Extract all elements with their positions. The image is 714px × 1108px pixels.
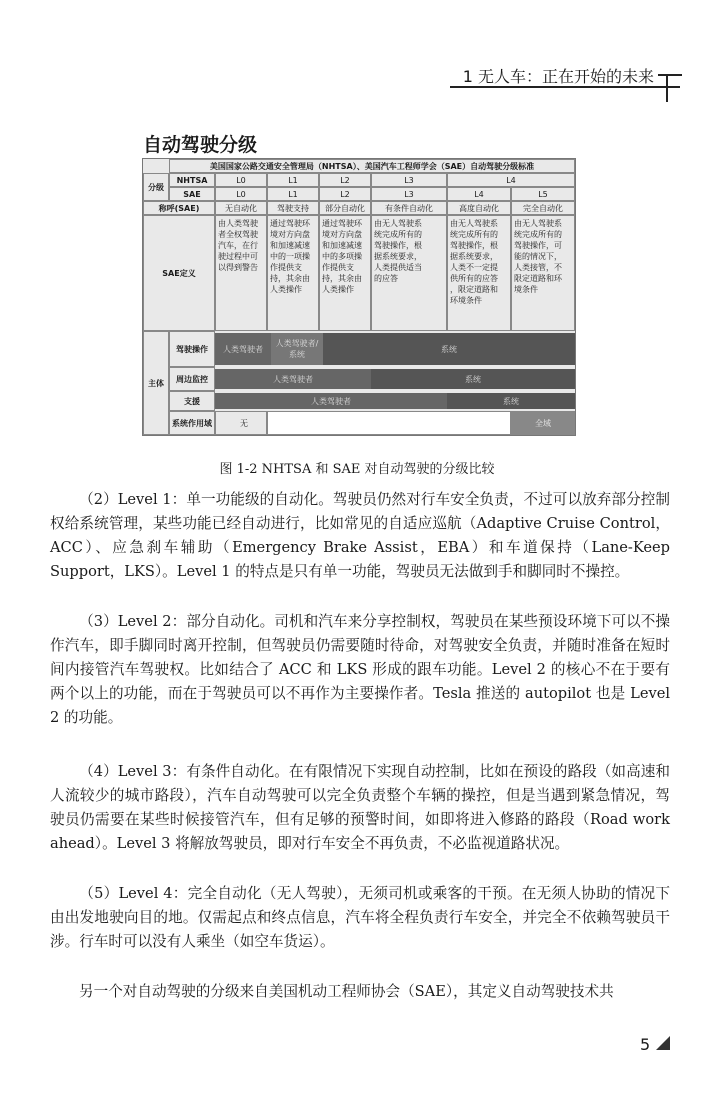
bar-human-and-system: 人类驾驶者/ 系统 <box>271 333 323 365</box>
paragraph-text: （2）Level 1：单一功能级的自动化。驾驶员仍然对行车安全负责，不过可以放弃部分控制权给系统管理，某些功能已经自动进行，比如常见的自适应巡航（Adaptive Cruise Control，ACC）、应急刹车辅助（Emergency Brake Assist，EBA）和车道保持（Lane-Keep Support，LKS）。Level 1 的特点是只有单一功能，驾驶员无法做到手和脚同时不操控。 <box>50 491 670 580</box>
bar-system-fallback: 系统 <box>447 393 575 409</box>
sae-level: L0 <box>215 187 267 201</box>
grading-label: 分级 <box>143 173 169 201</box>
paragraph-text: 另一个对自动驾驶的分级来自美国机动工程师协会（SAE），其定义自动驾驶技术共 <box>79 983 614 1000</box>
level-name: 驾驶支持 <box>267 201 319 215</box>
chapter-title: 1 无人车：正在开始的未来 <box>462 67 654 86</box>
page-corner-triangle-icon <box>656 1036 670 1050</box>
row-fallback: 支援 <box>169 391 215 411</box>
paragraph <box>50 760 670 856</box>
sae-level: L1 <box>267 187 319 201</box>
subject-label: 主体 <box>143 331 169 435</box>
bar-human-fallback: 人类驾驶者 <box>215 393 447 409</box>
paragraph-text: （5）Level 4：完全自动化（无人驾驶），无须司机或乘客的干预。在无须人协助的情况下由出发地驶向目的地。仅需起点和终点信息，汽车将全程负责行车安全，并完全不依赖驾驶员干涉。行车时可以没有人乘坐（如空车货运）。 <box>50 885 670 950</box>
level-definition: 由人类驾驶 者全权驾驶 汽车，在行 驶过程中可 以得到警告 <box>215 215 267 331</box>
nhtsa-level: L1 <box>267 173 319 187</box>
bar-system-driving: 系统 <box>323 333 575 365</box>
level-definition: 通过驾驶环 境对方向盘 和加速减速 中的一项操 作提供支 持，其余由 人类操作 <box>267 215 319 331</box>
paragraph-text: （3）Level 2：部分自动化。司机和汽车来分享控制权，驾驶员在某些预设环境下可以不操作汽车，即手脚同时离开控制，但驾驶员仍需要随时待命，对驾驶安全负责，并随时准备在短时间内接管汽车驾驶权。比如结合了 ACC 和 LKS 形成的跟车功能。Level 2 的核心不在于要有两个以上的功能，而在于驾驶员可以不再作为主要操作者。Tesla 推送的 autopilot 也是 Level 2 的功能。 <box>50 613 670 726</box>
nhtsa-level: L3 <box>371 173 447 187</box>
row-monitoring: 周边监控 <box>169 367 215 391</box>
level-definition: 由无人驾驶系 统完成所有的 驾驶操作，可 能的情况下， 人类接管，不 限定道路和环 境条件 <box>511 215 575 331</box>
scope-part: 部分 <box>267 411 511 435</box>
paragraph <box>50 488 670 584</box>
bar-human-driver: 人类驾驶者 <box>215 333 271 365</box>
scope-none: 无 <box>215 411 267 435</box>
paragraph <box>50 980 670 1004</box>
level-name: 完全自动化 <box>511 201 575 215</box>
level-name: 高度自动化 <box>447 201 511 215</box>
name-label: 称呼(SAE) <box>143 201 215 215</box>
nhtsa-label: NHTSA <box>169 173 215 187</box>
level-definition: 由无人驾驶系 统完成所有的 驾驶操作，根 据系统要求， 人类不一定提 供所有的应答 ，限定道路和 环境条件 <box>447 215 511 331</box>
header-corner-mark <box>666 74 668 102</box>
row-scope: 系统作用域 <box>169 411 215 435</box>
sae-label: SAE <box>169 187 215 201</box>
paragraph <box>50 610 670 730</box>
nhtsa-level: L0 <box>215 173 267 187</box>
level-definition: 由无人驾驶系 统完成所有的 驾驶操作，根 据系统要求， 人类提供适当 的应答 <box>371 215 447 331</box>
header-tick <box>658 74 682 76</box>
row-driving: 驾驶操作 <box>169 331 215 367</box>
bar-system-monitoring: 系统 <box>371 369 575 389</box>
figure-title: 自动驾驶分级 <box>143 134 258 156</box>
bar-human-monitoring: 人类驾驶者 <box>215 369 371 389</box>
header-rule <box>450 86 680 88</box>
page-number: 5 <box>640 1035 651 1054</box>
sae-level: L5 <box>511 187 575 201</box>
level-definition: 通过驾驶环 境对方向盘 和加速减速 中的多项操 作提供支 持，其余由 人类操作 <box>319 215 371 331</box>
paragraph-text: （4）Level 3：有条件自动化。在有限情况下实现自动控制，比如在预设的路段（如高速和人流较少的城市路段），汽车自动驾驶可以完全负责整个车辆的操控，但是当遇到紧急情况，驾驶员仍需要在某些时候接管汽车，但有足够的预警时间，如即将进入修路的路段（Road work ahead）。Level 3 将解放驾驶员，即对行车安全不再负责，不必监视道路状况。 <box>50 763 670 852</box>
level-name: 部分自动化 <box>319 201 371 215</box>
autonomy-level-table <box>142 158 576 436</box>
figure-caption: 图 1-2 NHTSA 和 SAE 对自动驾驶的分级比较 <box>219 462 495 477</box>
level-name: 无自动化 <box>215 201 267 215</box>
nhtsa-level: L2 <box>319 173 371 187</box>
table-main-header: 美国国家公路交通安全管理局（NHTSA）、美国汽车工程师学会（SAE）自动驾驶分级标准 <box>169 159 575 173</box>
sae-level: L2 <box>319 187 371 201</box>
definition-label: SAE定义 <box>143 215 215 331</box>
bar-scope-all: 全域 <box>511 411 575 435</box>
paragraph <box>50 882 670 954</box>
sae-level: L3 <box>371 187 447 201</box>
nhtsa-level: L4 <box>447 173 575 187</box>
sae-level: L4 <box>447 187 511 201</box>
level-name: 有条件自动化 <box>371 201 447 215</box>
